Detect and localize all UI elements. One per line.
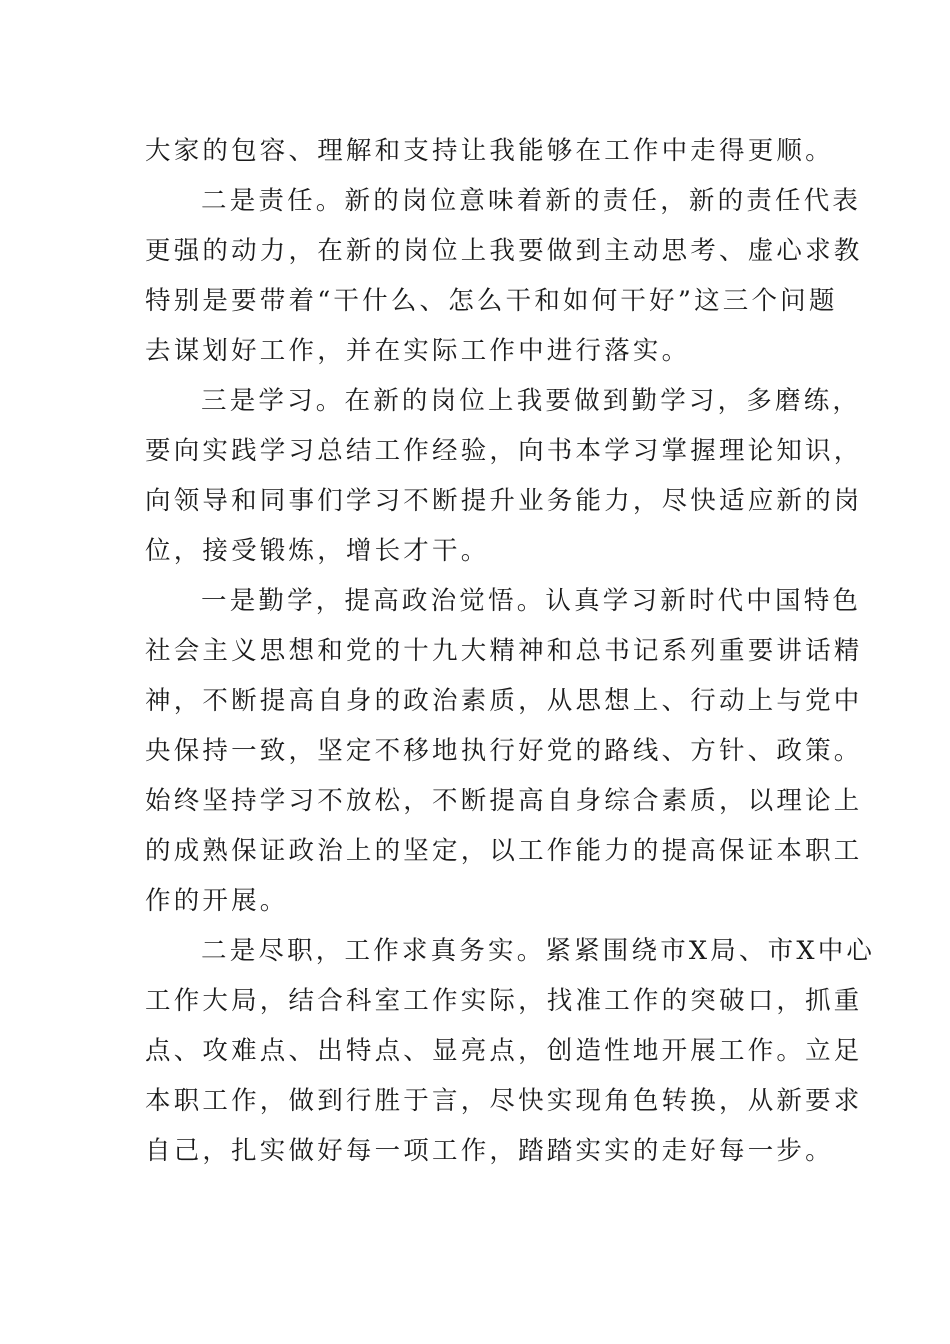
- text-line: 工作大局，结合科室工作实际，找准工作的突破口，抓重: [145, 986, 863, 1016]
- paragraph-start-line: 一是勤学，提高政治觉悟。认真学习新时代中国特色: [201, 586, 862, 616]
- text-line: 自己，扎实做好每一项工作，踏踏实实的走好每一步。: [145, 1136, 834, 1166]
- text-line: 特别是要带着“干什么、怎么干和如何干好”这三个问题: [145, 286, 838, 316]
- paragraph-start-line: 二是尽职，工作求真务实。紧紧围绕市X局、市X中心: [201, 936, 876, 966]
- text-line: 作的开展。: [145, 886, 289, 916]
- text-line: 点、攻难点、出特点、显亮点，创造性地开展工作。立足: [145, 1036, 863, 1066]
- text-line: 央保持一致，坚定不移地执行好党的路线、方针、政策。: [145, 736, 863, 766]
- paragraph-start-line: 三是学习。在新的岗位上我要做到勤学习，多磨练，: [201, 386, 862, 416]
- text-line: 更强的动力，在新的岗位上我要做到主动思考、虚心求教: [145, 236, 863, 266]
- text-line: 位，接受锻炼，增长才干。: [145, 536, 490, 566]
- text-line: 的成熟保证政治上的坚定，以工作能力的提高保证本职工: [145, 836, 863, 866]
- paragraph-start-line: 二是责任。新的岗位意味着新的责任，新的责任代表: [201, 186, 862, 216]
- text-line: 大家的包容、理解和支持让我能够在工作中走得更顺。: [145, 136, 834, 166]
- text-line: 社会主义思想和党的十九大精神和总书记系列重要讲话精: [145, 636, 863, 666]
- text-line: 去谋划好工作，并在实际工作中进行落实。: [145, 336, 691, 366]
- document-body: [145, 126, 876, 1176]
- text-line: 始终坚持学习不放松，不断提高自身综合素质，以理论上: [145, 786, 863, 816]
- text-line: 本职工作，做到行胜于言，尽快实现角色转换，从新要求: [145, 1086, 863, 1116]
- text-line: 神，不断提高自身的政治素质，从思想上、行动上与党中: [145, 686, 863, 716]
- text-line: 向领导和同事们学习不断提升业务能力，尽快适应新的岗: [145, 486, 863, 516]
- text-line: 要向实践学习总结工作经验，向书本学习掌握理论知识，: [145, 436, 863, 466]
